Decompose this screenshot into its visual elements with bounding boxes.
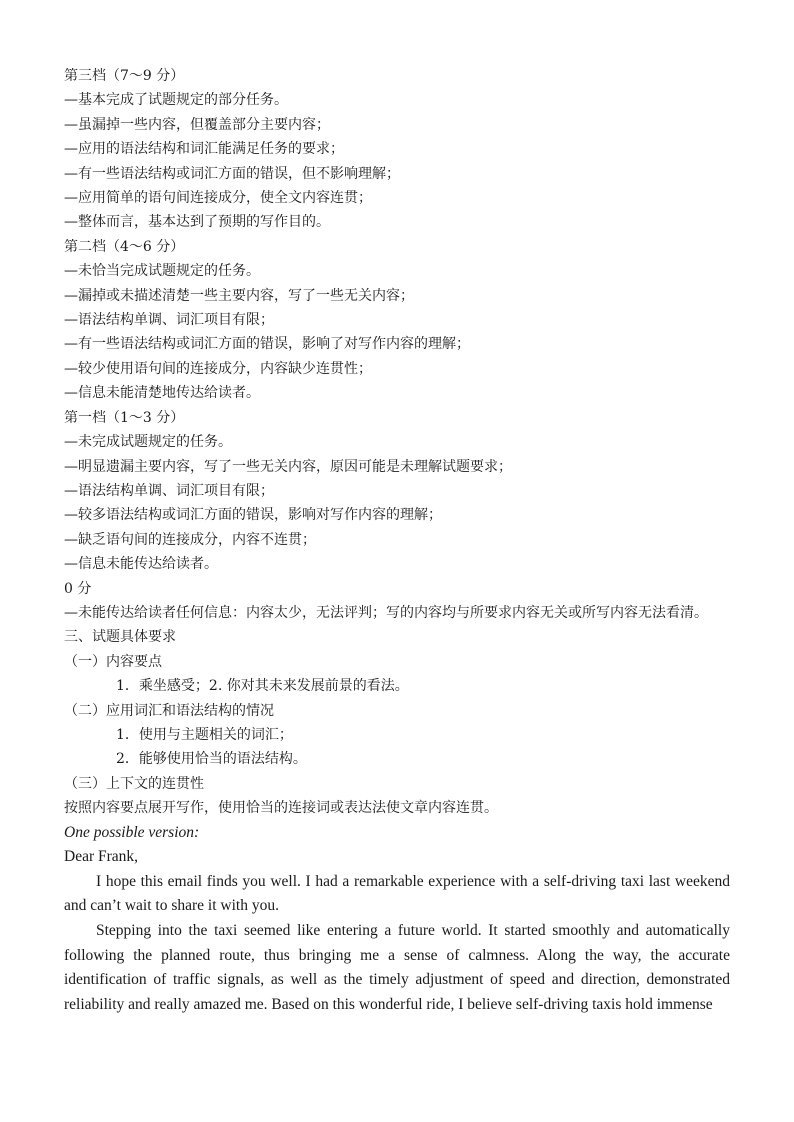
tier3-heading: 第三档（7～9 分）: [64, 68, 185, 84]
tier3-item: —虽漏掉一些内容，但覆盖部分主要内容；: [64, 116, 330, 133]
requirements-sub1: （一）内容要点: [64, 653, 162, 670]
tier2-item: —较少使用语句间的连接成分，内容缺少连贯性；: [64, 360, 372, 377]
requirements-sub3-item: 按照内容要点展开写作，使用恰当的连接词或表达法使文章内容连贯。: [64, 800, 498, 817]
tier0-item: —未能传达给读者任何信息：内容太少，无法评判；写的内容均与所要求内容无关或所写内容无法看清。: [64, 604, 708, 621]
tier2-item: —漏掉或未描述清楚一些主要内容，写了一些无关内容；: [64, 287, 414, 304]
tier2-item: —有一些语法结构或词汇方面的错误，影响了对写作内容的理解；: [64, 336, 470, 353]
tier3-item: —有一些语法结构或词汇方面的错误，但不影响理解；: [64, 165, 400, 182]
tier1-item: —未完成试题规定的任务。: [64, 434, 232, 451]
tier3-item: —整体而言，基本达到了预期的写作目的。: [64, 214, 330, 231]
requirements-sub1-item: 1．乘坐感受；2. 你对其未来发展前景的看法。: [116, 678, 409, 695]
tier1-item: —信息未能传达给读者。: [64, 556, 218, 573]
tier3-item: —基本完成了试题规定的部分任务。: [64, 92, 288, 109]
sample-label: One possible version:: [64, 823, 200, 841]
tier1-item: —缺乏语句间的连接成分，内容不连贯；: [64, 531, 316, 548]
tier2-heading: 第二档（4～6 分）: [64, 238, 185, 255]
document-page: [64, 64, 730, 1017]
tier2-item: —语法结构单调、词汇项目有限；: [64, 312, 274, 329]
requirements-heading: 三、试题具体要求: [64, 629, 176, 646]
tier1-item: —明显遗漏主要内容，写了一些无关内容，原因可能是未理解试题要求；: [64, 458, 512, 475]
tier0-heading: 0 分: [64, 580, 92, 597]
sample-paragraph-1: I hope this email finds you well. I had a remarkable experience with a self-driving taxi last weekend and can’t wait to share it with you.: [64, 872, 730, 915]
tier3-item: —应用简单的语句间连接成分，使全文内容连贯；: [64, 190, 372, 207]
requirements-sub2-item: 1．使用与主题相关的词汇；: [116, 726, 293, 743]
requirements-sub2-item: 2．能够使用恰当的语法结构。: [116, 751, 307, 768]
requirements-sub3: （三）上下文的连贯性: [64, 775, 204, 792]
requirements-sub2: （二）应用词汇和语法结构的情况: [64, 702, 274, 719]
sample-paragraph-2: Stepping into the taxi seemed like entering a future world. It started smoothly and automatically following the planned route, thus bringing me a sense of calmness. Along the way, the accurate identification of traffic signals, as well as the timely adjustment of speed and direction, demonstrated reliability and really amazed me. Based on this wonderful ride, I believe self-driving taxis hold immense: [64, 921, 730, 1013]
tier2-item: —未恰当完成试题规定的任务。: [64, 263, 260, 280]
sample-greeting: Dear Frank,: [64, 848, 139, 866]
tier1-item: —语法结构单调、词汇项目有限；: [64, 482, 274, 499]
tier1-item: —较多语法结构或词汇方面的错误，影响对写作内容的理解；: [64, 507, 442, 524]
tier2-item: —信息未能清楚地传达给读者。: [64, 385, 260, 402]
tier3-item: —应用的语法结构和词汇能满足任务的要求；: [64, 141, 344, 158]
tier1-heading: 第一档（1～3 分）: [64, 409, 185, 426]
